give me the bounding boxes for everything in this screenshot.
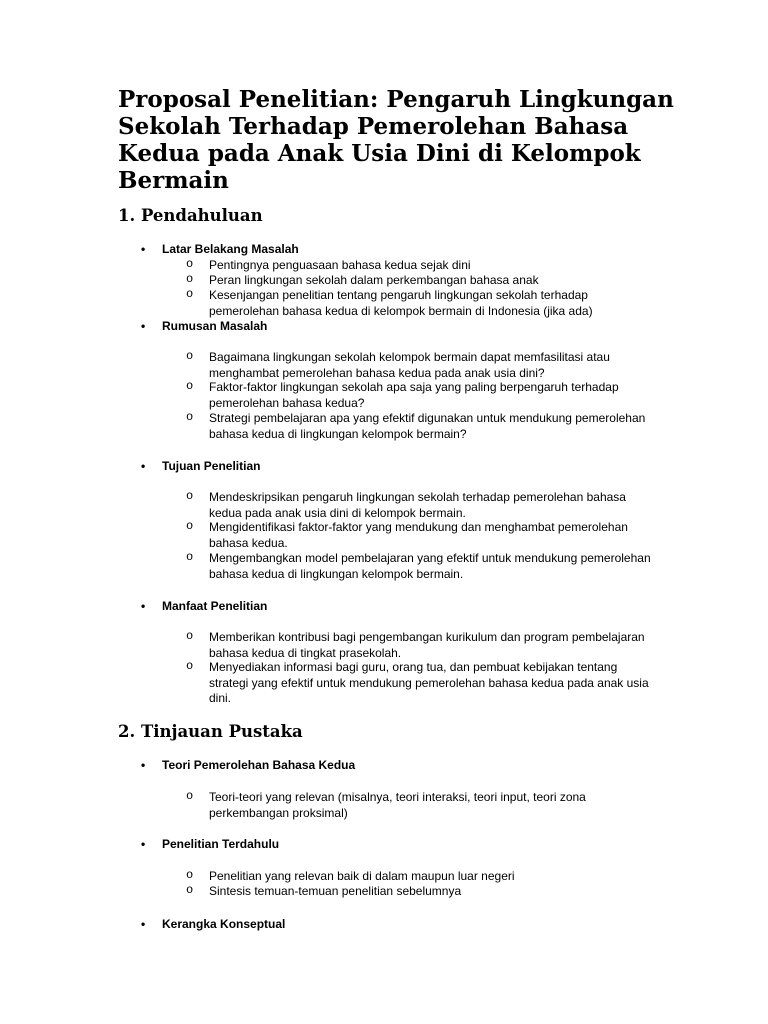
section-heading-tinjauan-pustaka: 2. Tinjauan Pustaka [118,722,303,741]
list-item: o Peran lingkungan sekolah dalam perkembangan bahasa anak [209,273,659,289]
list-item: o Sintesis temuan-temuan penelitian sebelumnya [209,884,659,900]
bullet-rumusan-masalah: • Rumusan Masalah [162,319,267,334]
list-item: o Pentingnya penguasaan bahasa kedua sejak dini [209,258,659,274]
list-item: o Kesenjangan penelitian tentang pengaruh lingkungan sekolah terhadap pemerolehan bahasa kedua di kelompok bermain di Indonesia (jika ada) [209,288,659,319]
list-item: o Mendeskripsikan pengaruh lingkungan sekolah terhadap pemerolehan bahasa kedua pada anak usia dini di kelompok bermain. [209,490,659,521]
bullet-tujuan-penelitian: • Tujuan Penelitian [162,459,260,474]
bullet-kerangka-konseptual: • Kerangka Konseptual [162,917,285,932]
list-item: o Penelitian yang relevan baik di dalam maupun luar negeri [209,869,659,885]
bullet-manfaat-penelitian: • Manfaat Penelitian [162,599,267,614]
list-item: o Mengembangkan model pembelajaran yang efektif untuk mendukung pemerolehan bahasa kedua di lingkungan kelompok bermain. [209,551,659,582]
list-item: o Faktor-faktor lingkungan sekolah apa saja yang paling berpengaruh terhadap pemerolehan bahasa kedua? [209,380,659,411]
document-title: Proposal Penelitian: Pengaruh Lingkungan Sekolah Terhadap Pemerolehan Bahasa Kedua pada Anak Usia Dini di Kelompok Bermain [118,86,674,194]
list-item: o Bagaimana lingkungan sekolah kelompok bermain dapat memfasilitasi atau menghambat pemerolehan bahasa kedua pada anak usia dini? [209,350,659,381]
list-item: o Mengidentifikasi faktor-faktor yang mendukung dan menghambat pemerolehan bahasa kedua. [209,520,659,551]
bullet-penelitian-terdahulu: • Penelitian Terdahulu [162,837,279,852]
list-item: o Menyediakan informasi bagi guru, orang tua, dan pembuat kebijakan tentang strategi yang efektif untuk mendukung pemerolehan bahasa kedua pada anak usia dini. [209,660,659,707]
list-item: o Strategi pembelajaran apa yang efektif digunakan untuk mendukung pemerolehan bahasa kedua di lingkungan kelompok bermain? [209,411,659,442]
list-item: o Teori-teori yang relevan (misalnya, teori interaksi, teori input, teori zona perkembangan proksimal) [209,790,659,821]
list-item: o Memberikan kontribusi bagi pengembangan kurikulum dan program pembelajaran bahasa kedua di tingkat prasekolah. [209,630,659,661]
bullet-teori-pemerolehan: • Teori Pemerolehan Bahasa Kedua [162,758,355,773]
section-heading-pendahuluan: 1. Pendahuluan [118,206,263,225]
bullet-latar-belakang: • Latar Belakang Masalah [162,242,299,257]
